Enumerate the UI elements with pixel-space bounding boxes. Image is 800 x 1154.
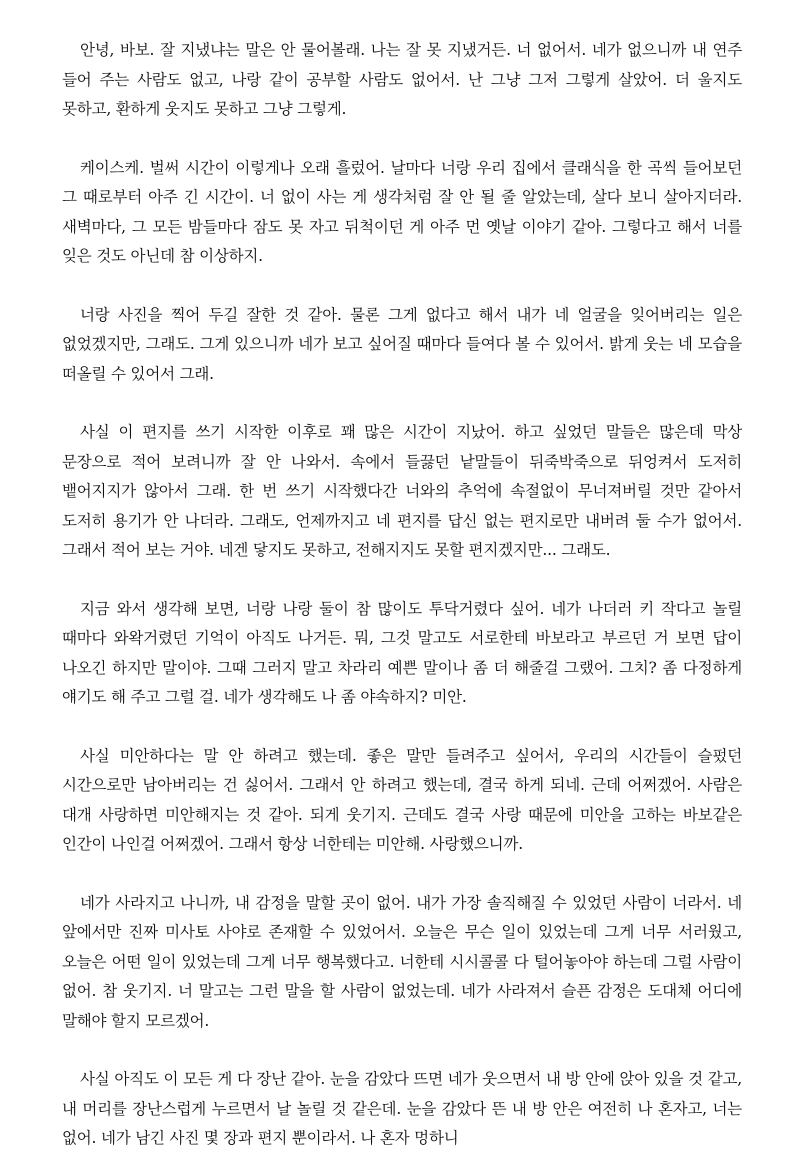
paragraph-apology: 사실 미안하다는 말 안 하려고 했는데. 좋은 말만 들려주고 싶어서, 우리의 시간들이 슬펐던 시간으로만 남아버리는 건 싫어서. 그래서 안 하려고 했는데, 결국 하게 되네. 근데 어쩌겠어. 사람은 대개 사랑하면 미안해지는 것 같아. 되게 웃기지. 근데도 결국 사랑 때문에 미안을 고하는 바보같은 인간이 나인걸 어쩌겠어. 그래서 항상 너한테는 미안해. 사랑했으니까. xyxy=(62,746,742,853)
paragraph-time-passed: 케이스케. 벌써 시간이 이렇게나 오래 흘렀어. 날마다 너랑 우리 집에서 클래식을 한 곡씩 들어보던 그 때로부터 아주 긴 시간이. 너 없이 사는 게 생각처럼 잘 안 될 줄 알았는데, 살다 보니 살아지더라. 새벽마다, 그 모든 밤들마다 잠도 못 자고 뒤척이던 게 아주 먼 옛날 이야기 같아. 그렇다고 해서 너를 잊은 것도 아닌데 참 이상하지. xyxy=(62,158,742,265)
paragraph-writing-letter: 사실 이 편지를 쓰기 시작한 이후로 꽤 많은 시간이 지났어. 하고 싶었던 말들은 많은데 막상 문장으로 적어 보려니까 잘 안 나와서. 속에서 들끓던 낱말들이 뒤죽박죽으로 뒤엉켜서 도저히 뱉어지지가 않아서 그래. 한 번 쓰기 시작했다간 너와의 추억에 속절없이 무너져버릴 것만 같아서 도저히 용기가 안 나더라. 그래도, 언제까지고 네 편지를 답신 없는 편지로만 내버려 둘 수가 없어서. 그래서 적어 보는 거야. 네겐 닿지도 못하고, 전해지지도 못할 편지겠지만... 그래도. xyxy=(62,423,742,559)
paragraph-photos: 너랑 사진을 찍어 두길 잘한 것 같아. 물론 그게 없다고 해서 내가 네 얼굴을 잊어버리는 일은 없었겠지만, 그래도. 그게 있으니까 네가 보고 싶어질 때마다 들여다 볼 수 있어서. 밝게 웃는 네 모습을 떠올릴 수 있어서 그래. xyxy=(62,305,742,383)
paragraph-still-feels-unreal: 사실 아직도 이 모든 게 다 장난 같아. 눈을 감았다 뜨면 네가 웃으면서 내 방 안에 앉아 있을 것 같고, 내 머리를 장난스럽게 누르면서 날 놀릴 것 같은데. 눈을 감았다 뜬 내 방 안은 여전히 나 혼자고, 너는 없어. 네가 남긴 사진 몇 장과 편지 뿐이라서. 나 혼자 멍하니 xyxy=(62,1070,742,1147)
paragraph-greeting: 안녕, 바보. 잘 지냈냐는 말은 안 물어볼래. 나는 잘 못 지냈거든. 너 없어서. 네가 없으니까 내 연주 들어 주는 사람도 없고, 나랑 같이 공부할 사람도 없어서. 난 그냥 그저 그렇게 살았어. 더 울지도 못하고, 환하게 웃지도 못하고 그냥 그렇게. xyxy=(62,41,742,118)
paragraph-feelings: 네가 사라지고 나니까, 내 감정을 말할 곳이 없어. 내가 가장 솔직해질 수 있었던 사람이 너라서. 네 앞에서만 진짜 미사토 사야로 존재할 수 있었어서. 오늘은 무슨 일이 있었는데 그게 너무 서러웠고, 오늘은 어떤 일이 있었는데 그게 너무 행복했다고. 너한테 시시콜콜 다 털어놓아야 하는데 그럴 사람이 없어. 참 웃기지. 너 말고는 그런 말을 할 사람이 없었는데. 네가 사라져서 슬픈 감정은 도대체 어디에 말해야 할지 모르겠어. xyxy=(62,893,742,1030)
letter-page xyxy=(62,36,742,1154)
paragraph-bickering: 지금 와서 생각해 보면, 너랑 나랑 둘이 참 많이도 투닥거렸다 싶어. 네가 나더러 키 작다고 놀릴 때마다 와왁거렸던 기억이 아직도 나거든. 뭐, 그것 말고도 서로한테 바보라고 부르던 거 보면 답이 나오긴 하지만 말이야. 그때 그러지 말고 차라리 예쁜 말이나 좀 더 해줄걸 그랬어. 그치? 좀 다정하게 얘기도 해 주고 그럴 걸. 네가 생각해도 나 좀 야속하지? 미안. xyxy=(62,599,742,706)
